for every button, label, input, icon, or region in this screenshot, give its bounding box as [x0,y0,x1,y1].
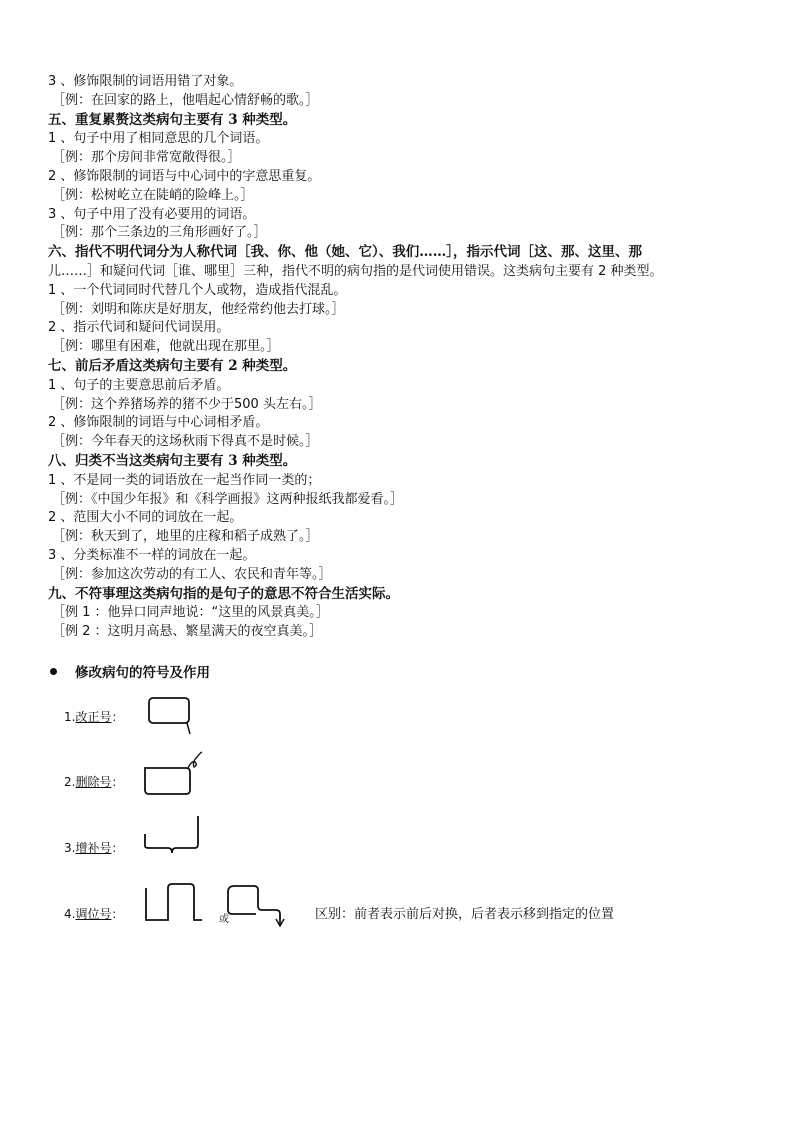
symbol-colon: ： [111,907,124,921]
section-heading-desc: 这类病句主要有 3 种类型。 [129,452,297,469]
symbols-title-text: 修改病句的符号及作用 [75,665,210,681]
symbol-name: 增补号 [75,841,112,855]
example-line: ［例：刘明和陈庆是好朋友，他经常约他去打球。］ [52,301,345,317]
symbol-number: 2. [64,775,76,789]
example-line: ［例 1 ：他异口同声地说：“这里的风景真美。］ [52,605,329,621]
rule-item: 2 、范围大小不同的词放在一起。 [48,510,243,526]
rule-item: 儿……］和疑问代词［谁、哪里］三种，指代不明的病句指的是代词使用错误。这类病句主要有 2 种类型。 [48,263,663,279]
symbol-name: 删除号 [75,775,112,789]
rule-item: 3 、句子中用了没有必要用的词语。 [48,206,256,222]
example-line: ［例：哪里有困难，他就出现在那里。］ [52,339,280,355]
or-text: 或 [219,914,229,925]
section-heading-desc: 这类病句指的是句子的意思不符合生活实际。 [129,585,399,602]
rule-item: 1 、句子的主要意思前后矛盾。 [48,377,230,393]
symbol-number: 3. [64,841,76,855]
example-line: ［例：那个三条边的三角形画好了。］ [52,225,267,241]
section-heading-title: 七、前后矛盾 [48,357,129,374]
example-line: ［例：今年春天的这场秋雨下得真不是时候。］ [52,434,319,450]
swap-difference-note: 区别：前者表示前后对换，后者表示移到指定的位置 [315,907,615,922]
section-heading [48,585,778,605]
document-body [48,73,778,642]
section-heading-desc: 这类病句主要有 2 种类型。 [129,357,297,374]
symbol-label-correction [64,708,123,725]
example-line: ［例：这个养猪场养的猪不少于500 头左右。］ [52,396,322,412]
rule-item: 1 、一个代词同时代替几个人或物，造成指代混乱。 [48,282,347,298]
symbol-label-deletion [64,773,123,790]
example-line: ［例：那个房间非常宽敞得很。］ [52,150,241,166]
symbol-colon: ： [111,710,124,724]
correction-mark-icon [140,690,200,740]
section-heading-desc: 这类病句主要有 3 种类型。 [129,111,297,128]
example-line: ［例：秋天到了，地里的庄稼和稻子成熟了。］ [52,529,319,545]
section-heading [48,452,778,472]
symbol-number: 4. [64,907,76,921]
symbol-colon: ： [111,775,124,789]
rule-item: 2 、修饰限制的词语与中心词中的字意思重复。 [48,168,321,184]
section-heading [48,111,778,131]
rule-item: 1 、句子中用了相同意思的几个词语。 [48,131,269,147]
section-heading-title: 六、指代不明 [48,244,129,261]
rule-item: 3 、修饰限制的词语用错了对象。 [48,74,243,89]
deletion-mark-icon [140,748,206,800]
example-line: ［例：参加这次劳动的有工人、农民和青年等。］ [52,566,332,582]
symbol-name: 改正号 [75,710,112,724]
section-heading [48,357,778,377]
swap-mark-icon [140,878,210,928]
symbol-name: 调位号 [75,907,112,921]
rule-item: 2 、指示代词和疑问代词误用。 [48,320,230,336]
example-line: ［例：松树屹立在陡峭的险峰上。］ [52,187,254,203]
example-line: ［例：《中国少年报》和《科学画报》这两种报纸我都爱看。］ [52,491,404,507]
rule-item: 2 、修饰限制的词语与中心词相矛盾。 [48,415,269,431]
example-line: ［例 2 ：这明月高悬、繁星满天的夜空真美。］ [52,624,323,640]
section-heading-title: 五、重复累赘 [48,111,129,128]
move-mark-icon [222,878,294,930]
section-heading [48,243,778,263]
section-heading-title: 八、归类不当 [48,452,129,469]
symbol-colon: ： [111,841,124,855]
rule-item: 1 、不是同一类的词语放在一起当作同一类的； [48,472,321,488]
rule-item: 3 、分类标准不一样的词放在一起。 [48,547,256,563]
section-heading-title: 九、不符事理 [48,585,129,602]
example-line: ［例：在回家的路上，他唱起心情舒畅的歌。］ [52,92,319,108]
symbols-section-title [50,661,210,681]
symbol-label-insertion [64,839,123,856]
symbol-number: 1. [64,710,76,724]
symbol-label-transposition [64,905,123,922]
bullet-icon [50,668,57,675]
insertion-mark-icon [140,812,206,864]
section-heading-desc: 代词分为人称代词［我、你、他（她、它）、我们……］，指示代词［这、那、这里、那 [129,244,642,261]
